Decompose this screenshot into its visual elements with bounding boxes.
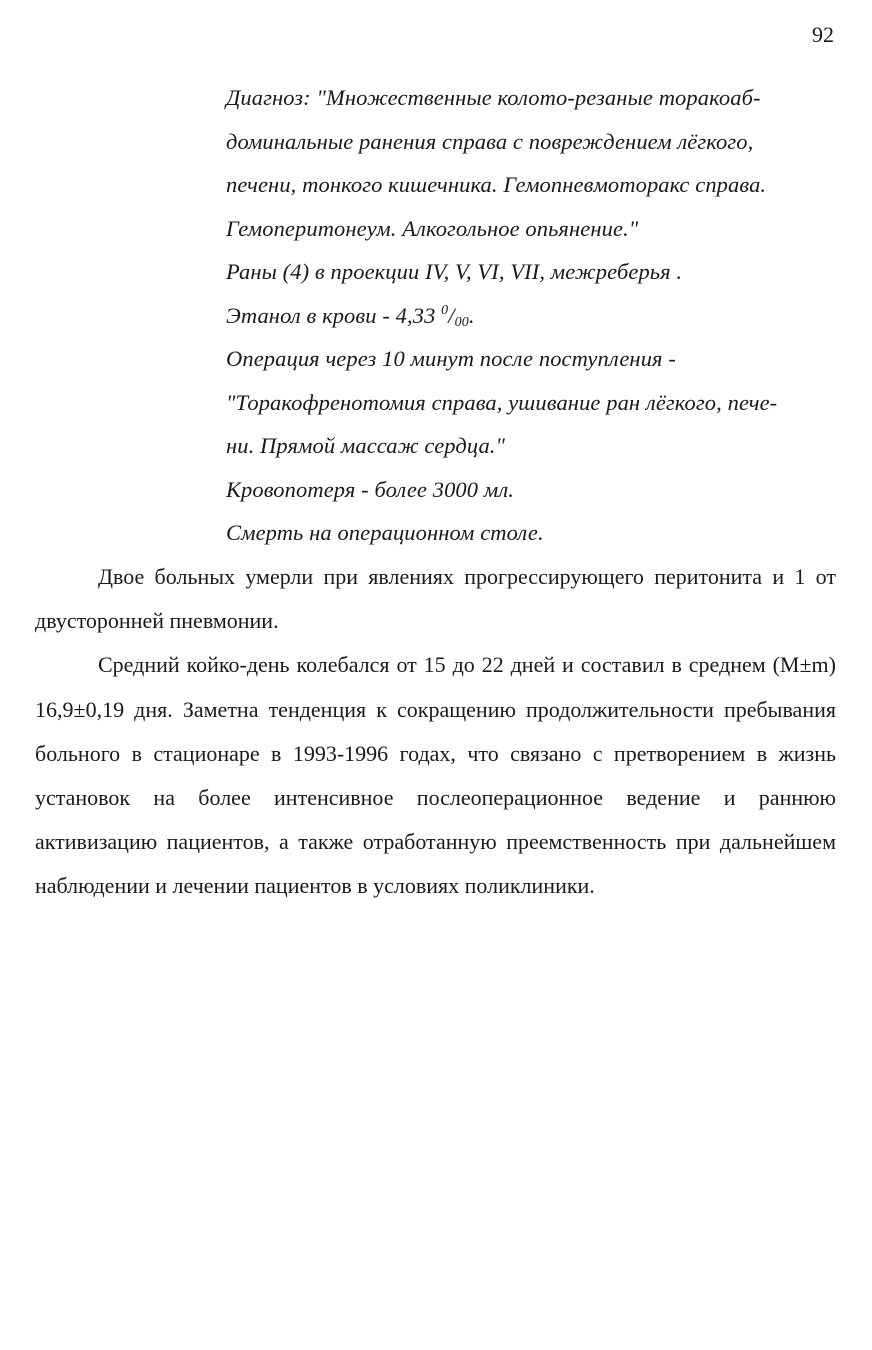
paragraph-bed-days: Средний койко-день колебался от 15 до 22 дней и составил в среднем (M±m) 16,9±0,19 дня. Заметна тенденция к сокращению продолжительности пребывания больного в стационаре в 1993-1996 годах, что связано с претворением в жизнь установок на более интенсивное послеоперационное ведение и раннюю активизацию пациентов, а также отработанную преемственность при дальнейшем наблюдении и лечении пациентов в условиях поликлиники. — [35, 652, 836, 899]
ethanol-line — [226, 294, 836, 338]
diagnosis-line: печени, тонкого кишечника. Гемопневмоторакс справа. — [226, 172, 767, 197]
permille-numerator: 0 — [441, 302, 449, 318]
paragraph-mortality: Двое больных умерли при явлениях прогрессирующего перитонита и 1 от двусторонней пневмонии. — [35, 564, 836, 634]
diagnosis-line: Диагноз: "Множественные колото-резаные торакоаб- — [226, 85, 761, 110]
diagnosis-line: доминальные ранения справа с повреждением лёгкого, — [226, 128, 754, 154]
permille-denominator: 00 — [454, 314, 469, 330]
wounds-line: Раны (4) в проекции IV, V, VI, VII, межреберья . — [226, 259, 683, 284]
outcome-line: Смерть на операционном столе. — [226, 520, 544, 545]
operation-line: Операция через 10 минут после поступления - — [226, 346, 676, 371]
diagnosis-line: Гемоперитонеум. Алкогольное опьянение." — [226, 215, 639, 241]
case-summary — [226, 76, 836, 555]
blood-loss-line: Кровопотеря - более 3000 мл. — [226, 476, 514, 502]
permille-slash: / — [448, 302, 455, 328]
operation-line: "Торакофренотомия справа, ушивание ран лёгкого, пече- — [226, 389, 778, 415]
ethanol-text: Этанол в крови - 4,33 — [226, 302, 442, 328]
page-number: 92 — [812, 22, 834, 47]
ethanol-period: . — [468, 302, 475, 328]
operation-line: ни. Прямой массаж сердца." — [226, 433, 506, 458]
body-text — [35, 555, 836, 909]
